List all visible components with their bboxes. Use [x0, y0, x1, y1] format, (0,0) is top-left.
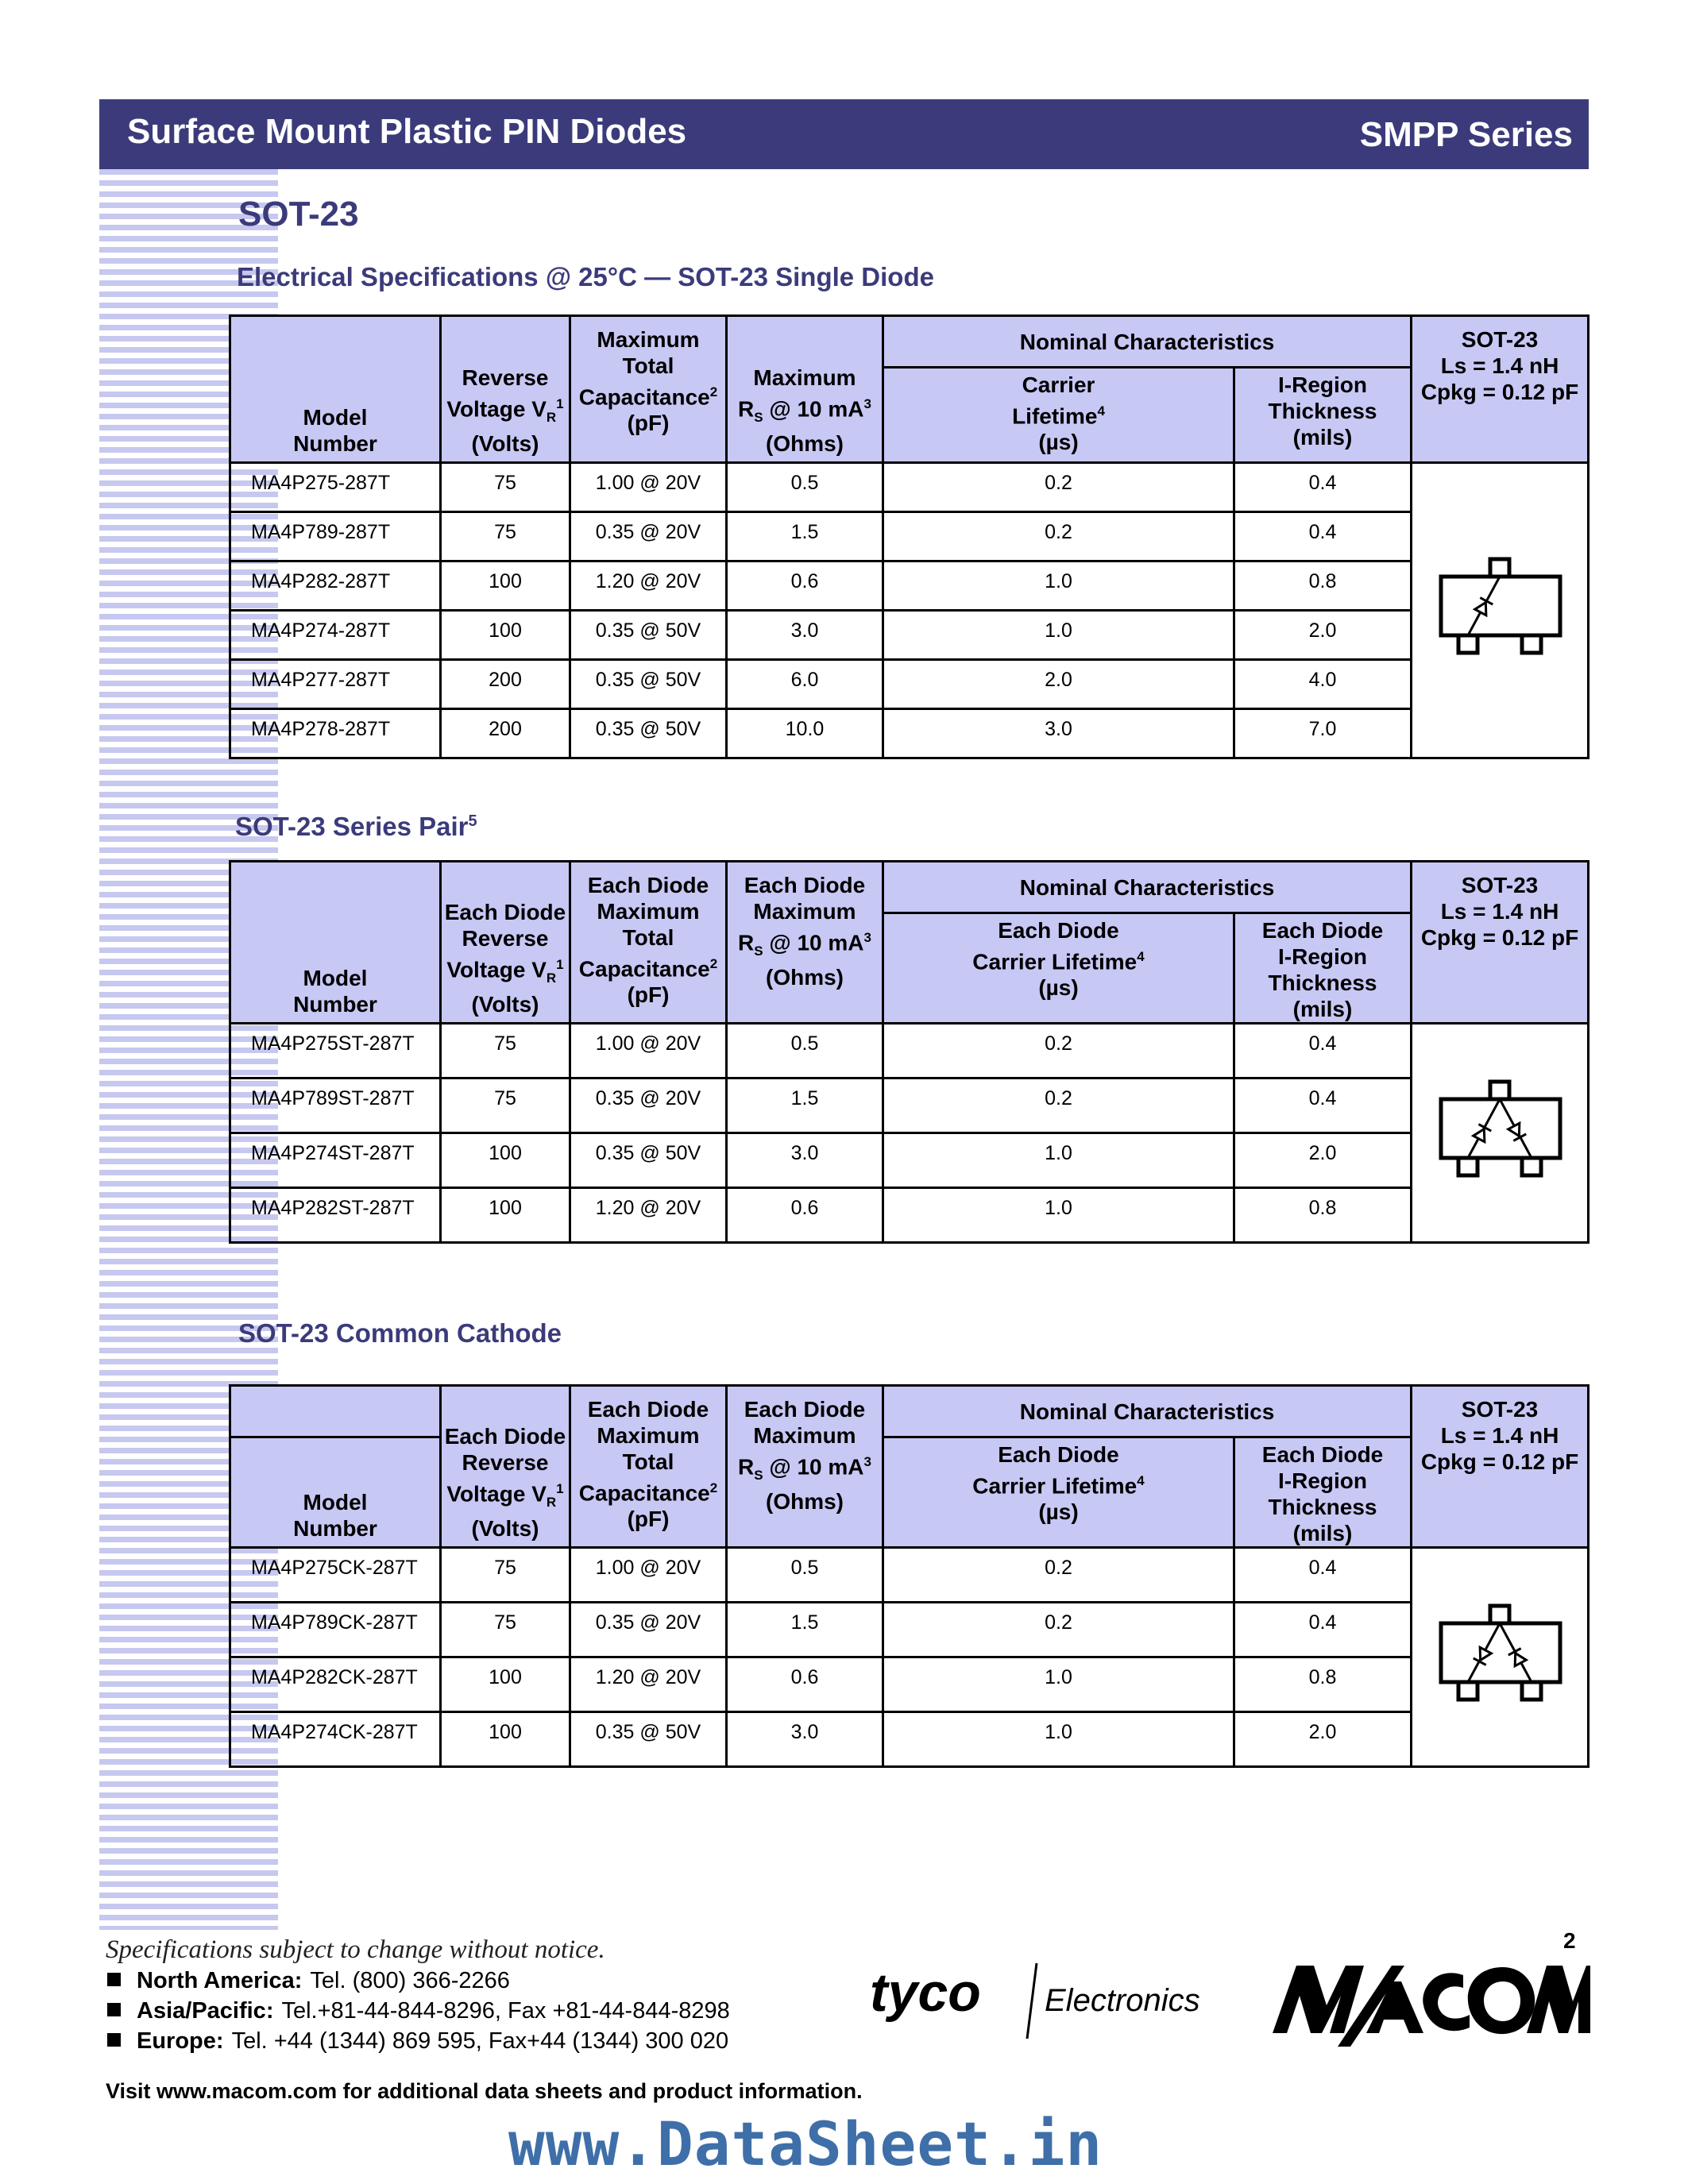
table-row	[230, 512, 1589, 561]
svg-text:tyco: tyco	[870, 1962, 981, 2023]
cell-cap: 0.35 @ 50V	[570, 1133, 727, 1188]
cell-ir: 2.0	[1234, 611, 1412, 660]
sot23-package-diagram-icon	[1428, 1071, 1571, 1190]
package-diagram-cell	[1412, 1024, 1589, 1243]
cell-vr: 100	[441, 611, 570, 660]
cell-rs: 1.5	[727, 512, 883, 561]
table-row	[230, 611, 1589, 660]
cell-rs: 0.6	[727, 1188, 883, 1243]
col-series-resistance: Each Diode Maximum $R_S$ @ 10 $mA^3$ (Ohms)	[727, 1386, 883, 1548]
cell-model: MA4P278-287T	[230, 709, 441, 758]
cell-cl: 0.2	[883, 463, 1234, 512]
col-model-top	[230, 1386, 441, 1437]
cell-rs: 1.5	[727, 1078, 883, 1133]
table-row	[230, 1078, 1589, 1133]
cell-rs: 3.0	[727, 1133, 883, 1188]
table-row	[230, 1133, 1589, 1188]
col-reverse-voltage: Each Diode Reverse Voltage $V_R^1$ (Volts)	[441, 1386, 570, 1548]
macom-logo	[1273, 1958, 1590, 2049]
cell-ir: 0.8	[1234, 561, 1412, 611]
cell-rs: 3.0	[727, 611, 883, 660]
cell-ir: 0.4	[1234, 1603, 1412, 1657]
cell-ir: 0.8	[1234, 1657, 1412, 1712]
cell-cl: 0.2	[883, 1603, 1234, 1657]
bullet-square-icon	[107, 1973, 121, 1986]
cell-cl: 0.2	[883, 1548, 1234, 1603]
cell-cap: 0.35 @ 50V	[570, 709, 727, 758]
cell-model: MA4P277-287T	[230, 660, 441, 709]
cell-cap: 0.35 @ 20V	[570, 1078, 727, 1133]
visit-website-text: Visit www.macom.com for additional data sheets and product information.	[106, 2079, 863, 2103]
col-i-region-thickness: Each Diode I-Region Thickness (mils)	[1234, 913, 1412, 1024]
cell-rs: 10.0	[727, 709, 883, 758]
cell-cap: 0.35 @ 20V	[570, 512, 727, 561]
col-package: SOT-23 Ls = 1.4 nH Cpkg = 0.12 pF	[1412, 316, 1589, 463]
cell-ir: 2.0	[1234, 1133, 1412, 1188]
cell-rs: 3.0	[727, 1712, 883, 1767]
series-pair-title: SOT-23 Series Pair$^5$	[235, 812, 477, 841]
cell-ir: 0.4	[1234, 1024, 1412, 1078]
common-cathode-title: SOT-23 Common Cathode	[238, 1318, 562, 1348]
cell-ir: 2.0	[1234, 1712, 1412, 1767]
cell-vr: 200	[441, 709, 570, 758]
cell-model: MA4P789CK-287T	[230, 1603, 441, 1657]
contact-asia-pacific: Asia/Pacific: Tel.+81-44-844-8296, Fax +81-44-844-8298	[107, 1998, 730, 2024]
table-row	[230, 1657, 1589, 1712]
cell-vr: 75	[441, 512, 570, 561]
contact-europe: Europe: Tel. +44 (1344) 869 595, Fax+44 (1344) 300 020	[107, 2028, 728, 2055]
cell-vr: 75	[441, 463, 570, 512]
col-package: SOT-23 Ls = 1.4 nH Cpkg = 0.12 pF	[1412, 862, 1589, 1024]
cell-vr: 75	[441, 1603, 570, 1657]
col-i-region-thickness: I-Region Thickness (mils)	[1234, 368, 1412, 463]
cell-cap: 1.00 @ 20V	[570, 1024, 727, 1078]
svg-text:Electronics: Electronics	[1045, 1983, 1200, 2018]
table-row	[230, 561, 1589, 611]
table-row	[230, 1024, 1589, 1078]
cell-model: MA4P282ST-287T	[230, 1188, 441, 1243]
cell-cl: 0.2	[883, 1024, 1234, 1078]
cell-ir: 0.4	[1234, 512, 1412, 561]
cell-ir: 4.0	[1234, 660, 1412, 709]
single-diode-table	[229, 314, 1590, 759]
bullet-square-icon	[107, 2003, 121, 2016]
cell-model: MA4P282-287T	[230, 561, 441, 611]
cell-model: MA4P275CK-287T	[230, 1548, 441, 1603]
page-title: SOT-23	[238, 195, 359, 233]
cell-vr: 75	[441, 1548, 570, 1603]
cell-model: MA4P282CK-287T	[230, 1657, 441, 1712]
col-carrier-lifetime: Carrier Lifetime$^4$ (µs)	[883, 368, 1234, 463]
sot23-package-diagram-icon	[1428, 1595, 1571, 1714]
header-title: Surface Mount Plastic PIN Diodes	[127, 112, 687, 151]
cell-model: MA4P789ST-287T	[230, 1078, 441, 1133]
col-reverse-voltage: Reverse Voltage $V_R^1$ (Volts)	[441, 316, 570, 463]
col-model: Model Number	[230, 862, 441, 1024]
footer-note: Specifications subject to change without notice.	[106, 1935, 605, 1964]
cell-cl: 0.2	[883, 1078, 1234, 1133]
table-row	[230, 1712, 1589, 1767]
col-series-resistance: Each Diode Maximum $R_S$ @ 10 $mA^3$ (Ohms)	[727, 862, 883, 1024]
package-diagram-cell	[1412, 463, 1589, 758]
contact-north-america: North America: Tel. (800) 366-2266	[107, 1968, 510, 1994]
col-package: SOT-23 Ls = 1.4 nH Cpkg = 0.12 pF	[1412, 1386, 1589, 1548]
watermark-text: www.DataSheet.in	[508, 2109, 1103, 2179]
cell-rs: 0.6	[727, 561, 883, 611]
page-number: 2	[1563, 1928, 1576, 1953]
col-nominal-characteristics: Nominal Characteristics	[883, 316, 1412, 368]
cell-cap: 0.35 @ 50V	[570, 611, 727, 660]
cell-cl: 1.0	[883, 611, 1234, 660]
common-cathode-table	[229, 1384, 1590, 1768]
cell-cap: 0.35 @ 50V	[570, 1712, 727, 1767]
col-nominal-characteristics: Nominal Characteristics	[883, 1386, 1412, 1437]
cell-ir: 0.4	[1234, 463, 1412, 512]
cell-cap: 1.00 @ 20V	[570, 1548, 727, 1603]
table-row	[230, 709, 1589, 758]
col-nominal-characteristics: Nominal Characteristics	[883, 862, 1412, 913]
cell-cap: 1.20 @ 20V	[570, 1657, 727, 1712]
col-capacitance: Maximum Total Capacitance$^2$ (pF)	[570, 316, 727, 463]
cell-model: MA4P274CK-287T	[230, 1712, 441, 1767]
cell-rs: 0.5	[727, 1024, 883, 1078]
col-capacitance: Each Diode Maximum Total Capacitance$^2$ (pF)	[570, 862, 727, 1024]
cell-vr: 75	[441, 1078, 570, 1133]
cell-cl: 0.2	[883, 512, 1234, 561]
cell-vr: 100	[441, 1188, 570, 1243]
cell-model: MA4P789-287T	[230, 512, 441, 561]
col-carrier-lifetime: Each Diode Carrier Lifetime$^4$ (µs)	[883, 1437, 1234, 1548]
package-diagram-cell	[1412, 1548, 1589, 1767]
cell-rs: 0.6	[727, 1657, 883, 1712]
cell-ir: 7.0	[1234, 709, 1412, 758]
table-row	[230, 1603, 1589, 1657]
tyco-electronics-logo	[870, 1947, 1243, 2043]
table-row	[230, 660, 1589, 709]
table-row	[230, 1548, 1589, 1603]
cell-ir: 0.4	[1234, 1078, 1412, 1133]
sot23-package-diagram-icon	[1428, 548, 1571, 667]
cell-model: MA4P275ST-287T	[230, 1024, 441, 1078]
cell-vr: 100	[441, 561, 570, 611]
cell-cap: 0.35 @ 20V	[570, 1603, 727, 1657]
cell-cap: 0.35 @ 50V	[570, 660, 727, 709]
col-capacitance: Each Diode Maximum Total Capacitance$^2$ (pF)	[570, 1386, 727, 1548]
cell-vr: 100	[441, 1657, 570, 1712]
cell-model: MA4P275-287T	[230, 463, 441, 512]
series-pair-table	[229, 860, 1590, 1244]
page-header-bar	[99, 99, 1589, 169]
single-diode-title: Electrical Specifications @ 25°C — SOT-23 Single Diode	[237, 262, 934, 291]
cell-cap: 1.20 @ 20V	[570, 561, 727, 611]
cell-cl: 1.0	[883, 561, 1234, 611]
cell-cl: 1.0	[883, 1133, 1234, 1188]
cell-model: MA4P274-287T	[230, 611, 441, 660]
bullet-square-icon	[107, 2033, 121, 2047]
cell-vr: 100	[441, 1712, 570, 1767]
col-series-resistance: Maximum $R_S$ @ 10 $mA^3$ (Ohms)	[727, 316, 883, 463]
cell-vr: 200	[441, 660, 570, 709]
cell-cl: 3.0	[883, 709, 1234, 758]
cell-rs: 0.5	[727, 463, 883, 512]
cell-rs: 1.5	[727, 1603, 883, 1657]
cell-cl: 1.0	[883, 1188, 1234, 1243]
col-i-region-thickness: Each Diode I-Region Thickness (mils)	[1234, 1437, 1412, 1548]
cell-cl: 1.0	[883, 1712, 1234, 1767]
col-model: Model Number	[230, 1437, 441, 1548]
table-row	[230, 463, 1589, 512]
cell-model: MA4P274ST-287T	[230, 1133, 441, 1188]
cell-cap: 1.00 @ 20V	[570, 463, 727, 512]
cell-ir: 0.4	[1234, 1548, 1412, 1603]
cell-cap: 1.20 @ 20V	[570, 1188, 727, 1243]
cell-vr: 75	[441, 1024, 570, 1078]
table-row	[230, 1188, 1589, 1243]
cell-cl: 1.0	[883, 1657, 1234, 1712]
cell-vr: 100	[441, 1133, 570, 1188]
header-series: SMPP Series	[1359, 115, 1573, 154]
cell-ir: 0.8	[1234, 1188, 1412, 1243]
cell-cl: 2.0	[883, 660, 1234, 709]
col-reverse-voltage: Each Diode Reverse Voltage $V_R^1$ (Volts)	[441, 862, 570, 1024]
col-model: Model Number	[230, 316, 441, 463]
cell-rs: 0.5	[727, 1548, 883, 1603]
col-carrier-lifetime: Each Diode Carrier Lifetime$^4$ (µs)	[883, 913, 1234, 1024]
cell-rs: 6.0	[727, 660, 883, 709]
